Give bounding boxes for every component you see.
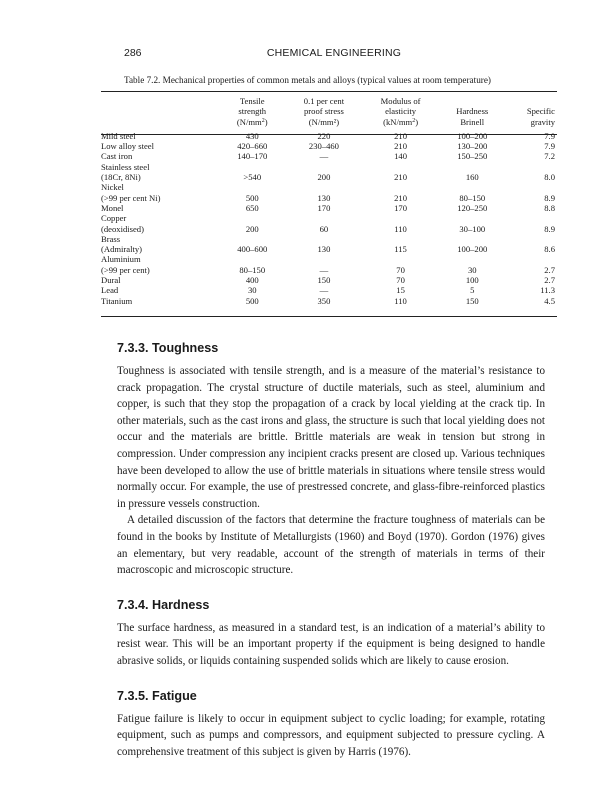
paragraph: The surface hardness, as measured in a standard test, is an indication of a material’s ability to resist wear. This will be an important property if the equipment is being designed to handle abrasive solids, or liquids containing suspended solids which are likely to cause erosion. — [117, 621, 545, 667]
paragraph: A detailed discussion of the factors that determine the fracture toughness of materials can be found in the books by Institute of Metallurgists (1960) and Boyd (1970). Gordon (1976) gives an elementary, but very readable, account of the strength of materials in terms of their macroscopic and microscopic structure. — [117, 514, 545, 577]
col-gravity-line2: gravity — [530, 116, 555, 127]
cell-modulus: 210 — [394, 130, 408, 141]
table-row — [101, 285, 557, 295]
table-row — [101, 203, 557, 213]
cell-hardness — [437, 234, 507, 244]
running-title: CHEMICAL ENGINEERING — [266, 47, 402, 59]
table-row — [101, 193, 557, 203]
cell-gravity: 2.7 — [544, 275, 555, 286]
cell-tensile: 420–660 — [237, 141, 268, 152]
cell-modulus: 210 — [394, 172, 408, 183]
col-gravity-line1: Specific — [526, 106, 555, 117]
cell-tensile — [220, 213, 284, 223]
section — [117, 340, 545, 579]
cell-modulus — [364, 234, 438, 244]
col-modulus-line2: elasticity — [385, 106, 417, 117]
paragraph: Toughness is associated with tensile strength, and is a measure of the material’s resistance to crack propagation. The crystal structure of ductile materials, such as steel, aluminium and copper, is such that they stop the propagation of a crack by local yielding at the crack tip. In other materials, such as the cast irons and glass, the structure is such that local yielding does not occur and the materials are brittle. Brittle materials are weak in tension but strong in compression. Under compression any incipient cracks present are closed up. Various techniques have been developed to allow the use of brittle materials in situations where tensile stress would normally occur. For example, the use of prestressed concrete, and glass-fibre-reinforced plastics in pressure vessels construction. — [117, 365, 545, 510]
cell-tensile: 400 — [245, 275, 259, 286]
cell-proof: 220 — [317, 130, 331, 141]
cell-gravity: 7.9 — [544, 130, 555, 141]
cell-name: Mild steel — [101, 130, 136, 141]
cell-modulus: 110 — [394, 295, 407, 306]
cell-gravity: 7.2 — [544, 151, 555, 162]
table-caption: Table 7.2. Mechanical properties of common metals and alloys (typical values at room temperature) — [124, 75, 491, 85]
cell-name: Stainless steel — [101, 161, 150, 172]
cell-tensile: 400–600 — [237, 244, 268, 255]
header-row-1 — [101, 96, 557, 106]
cell-tensile — [220, 234, 284, 244]
properties-table — [101, 96, 557, 306]
table-row — [101, 254, 557, 264]
cell-name: Dural — [101, 275, 121, 286]
col-modulus-line1: Modulus of — [380, 96, 421, 106]
table-row — [101, 265, 557, 275]
section-heading: 7.3.3. Toughness — [117, 341, 219, 355]
cell-proof: 350 — [317, 295, 331, 306]
cell-gravity: 2.7 — [544, 264, 555, 275]
cell-proof: 130 — [317, 192, 331, 203]
col-proof-line1: 0.1 per cent — [303, 96, 345, 106]
cell-hardness: 150–250 — [457, 151, 488, 162]
cell-hardness: 160 — [465, 172, 479, 183]
cell-hardness — [437, 213, 507, 223]
col-hardness-line1: Hardness — [456, 106, 489, 117]
section-heading: 7.3.4. Hardness — [117, 597, 210, 612]
cell-gravity: 4.5 — [544, 295, 555, 306]
cell-gravity: 11.3 — [540, 285, 555, 296]
cell-name: (>99 per cent) — [101, 264, 150, 275]
cell-proof: 150 — [317, 275, 331, 286]
cell-proof — [284, 182, 364, 192]
header-row-3 — [101, 117, 557, 127]
cell-gravity: 8.9 — [544, 192, 555, 203]
cell-tensile — [220, 162, 284, 172]
cell-modulus: 15 — [396, 285, 405, 296]
table-row — [101, 172, 557, 182]
col-tensile-line2: strength — [238, 106, 267, 117]
cell-hardness: 100–200 — [457, 244, 488, 255]
cell-hardness: 130–200 — [457, 141, 488, 152]
cell-proof — [284, 213, 364, 223]
cell-name: Low alloy steel — [101, 141, 154, 152]
col-proof-unit: (N/mm²) — [308, 116, 340, 127]
page-header — [124, 47, 544, 65]
col-hardness-line2: Brinell — [460, 116, 485, 127]
cell-modulus: 110 — [394, 223, 407, 234]
cell-name: (Admiralty) — [101, 244, 143, 255]
table-row — [101, 244, 557, 254]
table-row — [101, 127, 557, 141]
cell-tensile: 200 — [245, 223, 259, 234]
cell-modulus — [364, 213, 438, 223]
cell-proof: 200 — [317, 172, 331, 183]
cell-hardness: 30–100 — [459, 223, 486, 234]
col-tensile-unit: $(N/mm^2)$ — [236, 116, 268, 127]
cell-gravity — [507, 182, 557, 192]
cell-tensile — [220, 254, 284, 264]
cell-proof: — — [319, 264, 329, 275]
cell-gravity: 8.6 — [544, 244, 555, 255]
cell-hardness: 150 — [465, 295, 479, 306]
cell-tensile: 650 — [245, 202, 259, 213]
cell-tensile — [220, 182, 284, 192]
table-row — [101, 234, 557, 244]
section — [117, 597, 545, 670]
cell-hardness: 120–250 — [457, 202, 488, 213]
page-number: 286 — [124, 47, 142, 59]
cell-name: Cast iron — [101, 151, 133, 162]
cell-tensile: 500 — [245, 192, 259, 203]
cell-proof: 60 — [319, 223, 329, 234]
cell-name: Lead — [101, 285, 119, 296]
cell-proof: 230–460 — [308, 141, 339, 152]
table-row — [101, 275, 557, 285]
cell-hardness — [437, 162, 507, 172]
cell-gravity — [507, 254, 557, 264]
cell-hardness: 5 — [470, 285, 475, 296]
table-row — [101, 296, 557, 306]
cell-tensile: 30 — [247, 285, 257, 296]
cell-tensile: 500 — [245, 295, 259, 306]
cell-name: Copper — [101, 213, 127, 224]
cell-modulus: 70 — [396, 264, 405, 275]
cell-name: Titanium — [101, 295, 133, 306]
paragraph: Fatigue failure is likely to occur in equipment subject to cyclic loading; for example, rotating equipment, such as pumps and compressors, and equipment subjected to pressure cycling. A comprehensive treatment of this subject is given by Harris (1976). — [117, 712, 545, 758]
table-row — [101, 182, 557, 192]
cell-hardness — [437, 254, 507, 264]
col-tensile-line1: Tensile — [239, 96, 265, 106]
cell-proof: — — [319, 285, 329, 296]
cell-proof: — — [319, 151, 329, 162]
table-top-rule — [101, 91, 557, 92]
cell-tensile: >540 — [243, 172, 262, 183]
col-modulus-unit: $(kN/mm^2)$ — [383, 116, 419, 127]
cell-hardness: 100–200 — [457, 130, 488, 141]
section — [117, 688, 545, 761]
cell-proof: 130 — [317, 244, 331, 255]
cell-gravity: 8.8 — [544, 202, 555, 213]
cell-hardness: 100 — [465, 275, 479, 286]
section-heading: 7.3.5. Fatigue — [117, 688, 197, 703]
cell-modulus: 140 — [394, 151, 408, 162]
cell-modulus — [364, 182, 438, 192]
cell-name: Nickel — [101, 182, 124, 193]
table-row — [101, 141, 557, 151]
table-bottom-rule — [101, 316, 557, 317]
table-row — [101, 213, 557, 223]
cell-modulus: 210 — [394, 192, 408, 203]
cell-hardness: 30 — [467, 264, 477, 275]
cell-name: (18Cr, 8Ni) — [101, 172, 141, 183]
cell-modulus: 115 — [394, 244, 407, 255]
cell-gravity: 8.9 — [544, 223, 555, 234]
cell-hardness: 80–150 — [459, 192, 486, 203]
cell-gravity: 7.9 — [544, 141, 555, 152]
cell-modulus — [364, 162, 438, 172]
cell-tensile: 430 — [245, 130, 259, 141]
cell-gravity: 8.0 — [544, 172, 555, 183]
cell-name: (deoxidised) — [101, 223, 144, 234]
cell-proof — [284, 234, 364, 244]
cell-proof: 170 — [317, 202, 331, 213]
table-row — [101, 151, 557, 161]
cell-hardness — [437, 182, 507, 192]
cell-proof — [284, 254, 364, 264]
cell-modulus: 70 — [396, 275, 405, 286]
cell-proof — [284, 162, 364, 172]
table-body — [101, 127, 557, 306]
cell-gravity — [507, 162, 557, 172]
cell-modulus: 170 — [394, 202, 408, 213]
header-row-2 — [101, 106, 557, 116]
cell-name: Aluminium — [101, 254, 141, 265]
table-row — [101, 162, 557, 172]
cell-name: Monel — [101, 202, 124, 213]
col-proof-line2: proof stress — [303, 106, 344, 117]
cell-tensile: 140–170 — [237, 151, 268, 162]
cell-name: Brass — [101, 233, 121, 244]
cell-modulus: 210 — [394, 141, 408, 152]
body-text — [117, 340, 545, 778]
cell-tensile: 80–150 — [239, 264, 266, 275]
cell-modulus — [364, 254, 438, 264]
cell-gravity — [507, 213, 557, 223]
cell-gravity — [507, 234, 557, 244]
table-row — [101, 224, 557, 234]
cell-name: (>99 per cent Ni) — [101, 192, 161, 203]
